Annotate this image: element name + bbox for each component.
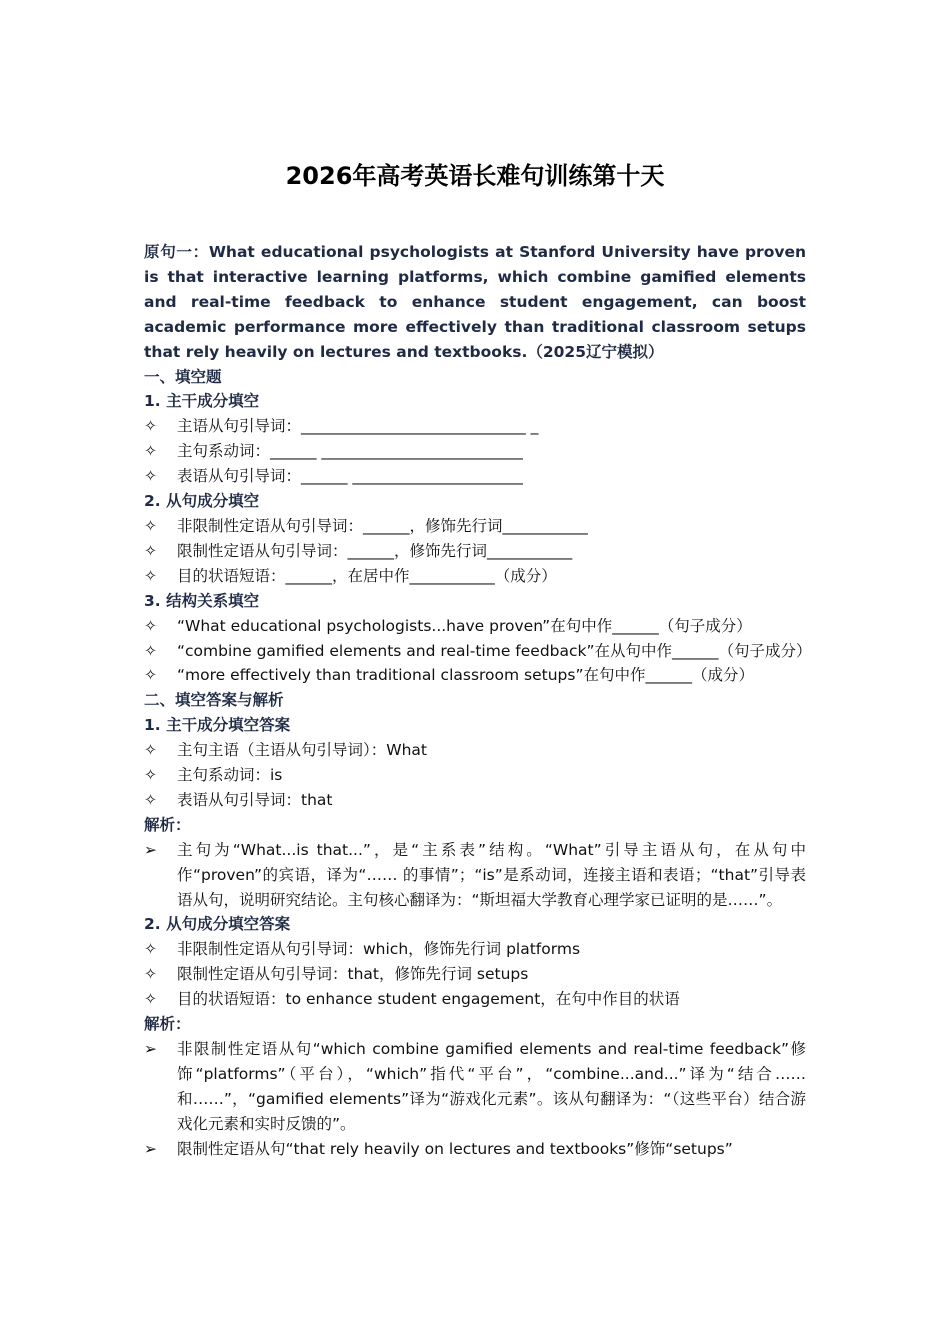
diamond-bullet-icon: ✧ xyxy=(144,940,157,959)
diamond-bullet-icon: ✧ xyxy=(144,965,157,984)
document-body xyxy=(144,240,812,1162)
list-item: ✧ 主语从句引导词：_____________________________ _ xyxy=(144,414,806,439)
diamond-bullet-icon: ✧ xyxy=(144,616,157,635)
diamond-bullet-icon: ✧ xyxy=(144,741,157,760)
diamond-bullet-icon: ✧ xyxy=(144,566,157,585)
list-item: ✧ 目的状语短语：to enhance student engagement，在句中作目的状语 xyxy=(144,987,806,1012)
analysis-item: ➢ 非限制性定语从句“which combine gamified elements and real-time feedback”修饰“platforms”（平台），“which”指代“平台”，“combine...and...”译为“结合…… 和……”，“gamified elements”译为“游戏化元素”。该从句翻译为：“（这些平台）结合游戏化元素和实时反馈的”。 xyxy=(144,1037,806,1137)
analysis-label: 解析： xyxy=(144,1015,191,1034)
list-item: ✧ 非限制性定语从句引导词：which，修饰先行词 platforms xyxy=(144,937,806,962)
subsection-heading: 3. 结构关系填空 xyxy=(144,591,260,610)
original-sentence xyxy=(144,240,806,365)
arrow-bullet-icon: ➢ xyxy=(144,840,157,859)
list-item: ✧ 主句系动词：is xyxy=(144,763,806,788)
subsection-heading: 2. 从句成分填空答案 xyxy=(144,915,291,934)
list-item: ✧ 限制性定语从句引导词：______，修饰先行词___________ xyxy=(144,539,806,564)
diamond-bullet-icon: ✧ xyxy=(144,516,157,535)
diamond-bullet-icon: ✧ xyxy=(144,641,157,660)
list-item: ✧ 表语从句引导词：that xyxy=(144,788,806,813)
list-item: ✧ 非限制性定语从句引导词：______，修饰先行词___________ xyxy=(144,514,806,539)
diamond-bullet-icon: ✧ xyxy=(144,541,157,560)
arrow-bullet-icon: ➢ xyxy=(144,1139,157,1158)
original-text: What educational psychologists at Stanford University have proven is that interactive learning platforms, which combine gamified elements and real-time feedback to enhance student engagement, can boost academic performance more effectively than traditional classroom setups that rely heavily on lectures and textbooks.（2025辽宁模拟） xyxy=(144,243,806,361)
subsection-heading: 2. 从句成分填空 xyxy=(144,492,260,511)
arrow-bullet-icon: ➢ xyxy=(144,1040,157,1058)
list-item: ✧ “more effectively than traditional classroom setups”在句中作______（成分） xyxy=(144,663,806,688)
list-item: ✧ 限制性定语从句引导词：that，修饰先行词 setups xyxy=(144,962,806,987)
analysis-item: ➢ 主句为“What...is that...”，是“主系表”结构。“What”引导主语从句，在从句中作“proven”的宾语，译为“…… 的事情”；“is”是系动词，连接主语和表语；“that”引导表语从句，说明研究结论。主句核心翻译为：“斯坦福大学教育心理学家已证明的是……”。 xyxy=(144,838,806,913)
list-item: ✧ “combine gamified elements and real-time feedback”在从句中作______（句子成分） xyxy=(144,639,806,664)
subsection-heading: 1. 主干成分填空 xyxy=(144,392,260,411)
analysis-item: ➢ 限制性定语从句“that rely heavily on lectures and textbooks”修饰“setups” xyxy=(144,1137,806,1162)
diamond-bullet-icon: ✧ xyxy=(144,790,157,809)
section-heading: 一、填空题 xyxy=(144,367,222,386)
list-item: ✧ 目的状语短语：______，在居中作___________（成分） xyxy=(144,564,806,589)
diamond-bullet-icon: ✧ xyxy=(144,766,157,785)
list-item: ✧ 表语从句引导词：______ ______________________ xyxy=(144,464,806,489)
page-title: 2026年高考英语长难句训练第十天 xyxy=(285,162,665,190)
list-item: ✧ 主句系动词：______ __________________________ xyxy=(144,439,806,464)
original-label: 原句一： xyxy=(144,243,209,261)
section-heading: 二、填空答案与解析 xyxy=(144,691,284,710)
diamond-bullet-icon: ✧ xyxy=(144,666,157,685)
diamond-bullet-icon: ✧ xyxy=(144,467,157,486)
analysis-label: 解析： xyxy=(144,815,191,834)
diamond-bullet-icon: ✧ xyxy=(144,990,157,1009)
list-item: ✧ 主句主语（主语从句引导词）：What xyxy=(144,738,806,763)
subsection-heading: 1. 主干成分填空答案 xyxy=(144,716,291,735)
diamond-bullet-icon: ✧ xyxy=(144,442,157,461)
list-item: ✧ “What educational psychologists...have proven”在句中作______（句子成分） xyxy=(144,614,806,639)
diamond-bullet-icon: ✧ xyxy=(144,417,157,436)
